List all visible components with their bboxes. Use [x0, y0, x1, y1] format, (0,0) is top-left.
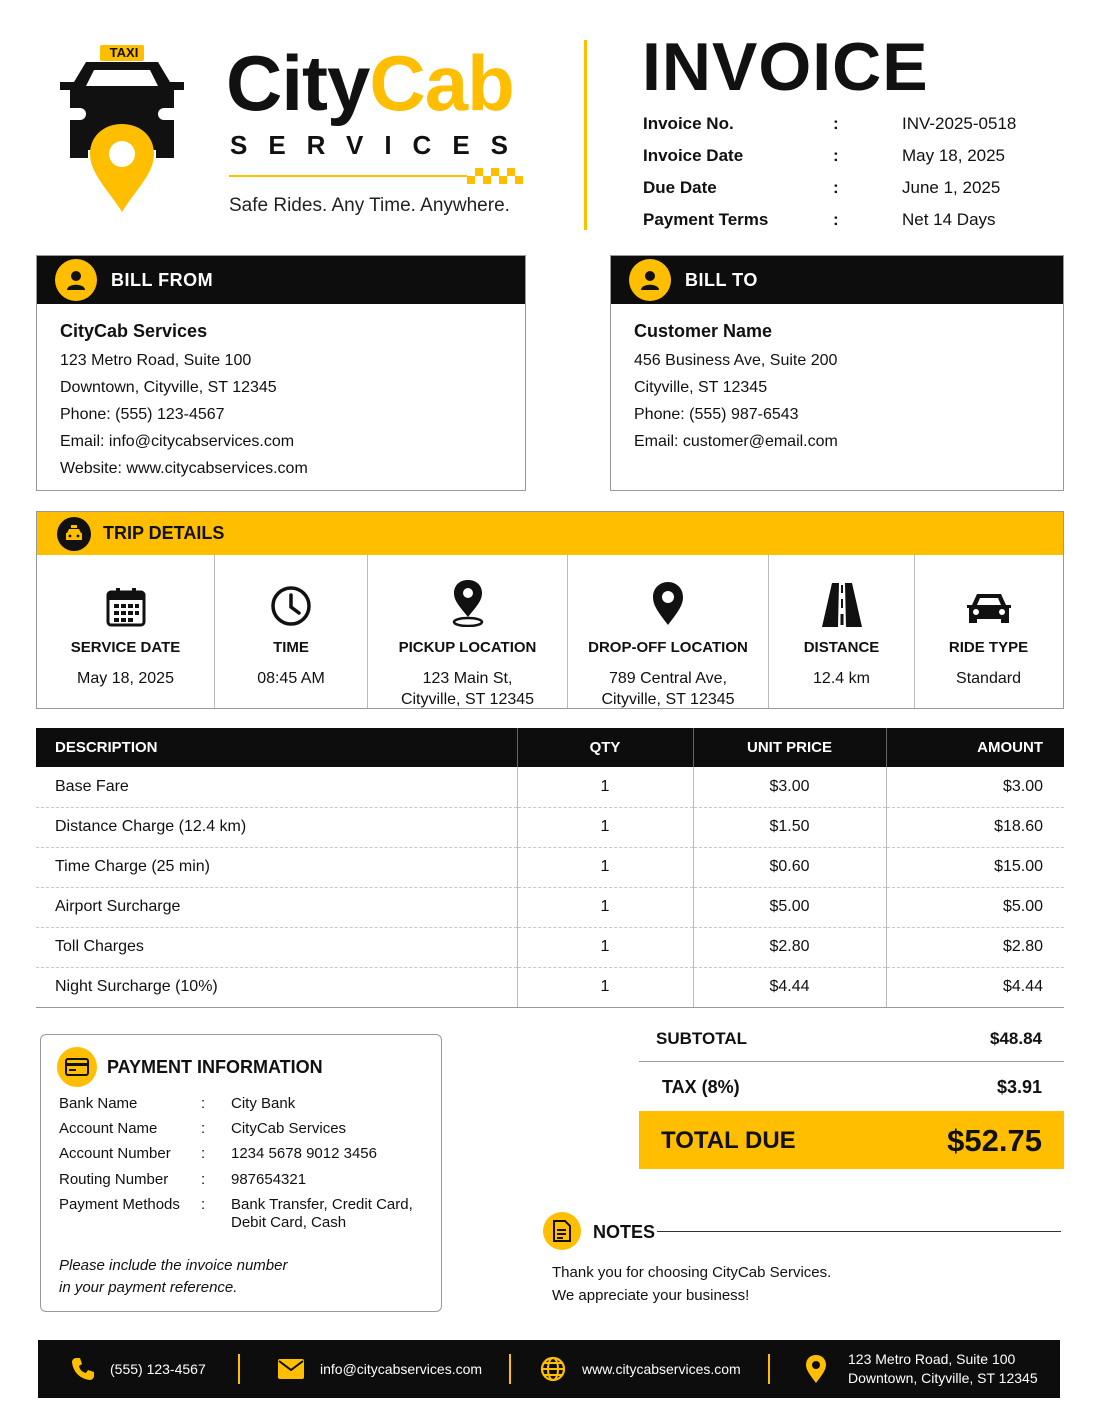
checker-pattern	[467, 168, 524, 189]
meta-value: May 18, 2025	[902, 146, 1006, 165]
trip-cell-ride-type	[915, 555, 1062, 708]
mail-icon	[278, 1359, 304, 1379]
cell-qty: 1	[517, 887, 693, 927]
trip-cell-value-line: 789 Central Ave,	[608, 670, 727, 687]
credit-card-icon	[57, 1047, 97, 1087]
payment-note	[59, 1255, 287, 1299]
tax-row	[639, 1062, 1064, 1111]
payment-sep: :	[201, 1120, 206, 1137]
footer-address-line: 123 Metro Road, Suite 100	[848, 1351, 1016, 1367]
footer-separator	[509, 1354, 511, 1384]
payment-value: CityCab Services	[231, 1120, 347, 1137]
cell-unit-price: $1.50	[693, 807, 886, 847]
taxi-icon	[57, 517, 91, 551]
bill-to-line: Phone: (555) 987-6543	[634, 406, 799, 423]
meta-sep: :	[833, 178, 839, 197]
cell-unit-price: $0.60	[693, 847, 886, 887]
pickup-pin-icon	[450, 579, 486, 627]
cell-description: Base Fare	[36, 767, 517, 807]
bill-to-line: Cityville, ST 12345	[634, 379, 768, 396]
table-row	[36, 927, 1064, 967]
subtotal-row	[639, 1016, 1064, 1062]
payment-sep: :	[201, 1196, 206, 1213]
footer-email-text: info@citycabservices.com	[320, 1361, 483, 1377]
cell-description: Toll Charges	[36, 927, 517, 967]
phone-icon	[70, 1356, 96, 1382]
footer-phone	[70, 1340, 206, 1398]
calendar-icon	[106, 587, 146, 627]
trip-cell-value: May 18, 2025	[77, 670, 174, 687]
meta-value: Net 14 Days	[902, 210, 996, 229]
cell-description: Time Charge (25 min)	[36, 847, 517, 887]
col-header-unit-price: UNIT PRICE	[693, 728, 886, 767]
footer-address-text	[848, 1350, 1038, 1388]
cell-description: Distance Charge (12.4 km)	[36, 807, 517, 847]
payment-value-line: Debit Card, Cash	[231, 1214, 347, 1231]
header-divider	[584, 40, 587, 230]
trip-details-box	[36, 511, 1064, 709]
col-header-description: DESCRIPTION	[36, 728, 517, 767]
payment-label: Routing Number	[59, 1171, 169, 1188]
meta-sep: :	[833, 210, 839, 229]
bill-to-line: Email: customer@email.com	[634, 433, 838, 450]
meta-label: Invoice Date	[643, 146, 744, 165]
trip-cell-time	[215, 555, 368, 708]
payment-label: Account Name	[59, 1120, 158, 1137]
notes-rule	[657, 1231, 1061, 1232]
meta-value: INV-2025-0518	[902, 114, 1017, 133]
invoice-meta-row	[643, 146, 1063, 170]
user-icon	[55, 259, 97, 301]
brand-name	[226, 39, 514, 127]
bill-to-box	[610, 255, 1064, 491]
bill-to-body	[611, 304, 1063, 455]
cell-qty: 1	[517, 927, 693, 967]
trip-details-label: TRIP DETAILS	[103, 523, 225, 543]
table-row	[36, 767, 1064, 807]
trip-cell-dropoff	[568, 555, 769, 708]
trip-cell-value-line: 123 Main St,	[422, 670, 513, 687]
bill-to-label: BILL TO	[685, 269, 758, 290]
table-row	[36, 807, 1064, 847]
bill-from-line: Downtown, Cityville, ST 12345	[60, 379, 277, 396]
footer-separator	[238, 1354, 240, 1384]
trip-cell-title: DROP-OFF LOCATION	[588, 639, 748, 656]
brand-underline	[229, 175, 467, 177]
bill-to-header	[611, 256, 1063, 304]
payment-info-title: PAYMENT INFORMATION	[107, 1057, 323, 1077]
footer-separator	[768, 1354, 770, 1384]
clock-icon	[270, 585, 312, 627]
payment-value	[231, 1196, 431, 1232]
dropoff-pin-icon	[651, 581, 685, 627]
total-due-value: $52.75	[947, 1123, 1042, 1158]
bill-from-label: BILL FROM	[111, 269, 214, 290]
cell-qty: 1	[517, 767, 693, 807]
line-items-table	[36, 728, 1064, 1008]
footer-address-line: Downtown, Cityville, ST 12345	[848, 1370, 1038, 1386]
road-icon	[822, 583, 862, 627]
payment-note-line: in your payment reference.	[59, 1279, 238, 1296]
trip-cell-title: DISTANCE	[803, 639, 880, 656]
payment-note-line: Please include the invoice number	[59, 1257, 288, 1274]
payment-value: 987654321	[231, 1171, 307, 1188]
cell-amount: $15.00	[886, 847, 1064, 887]
bill-to-line: 456 Business Ave, Suite 200	[634, 352, 838, 369]
car-icon	[964, 591, 1014, 627]
tagline: Safe Rides. Any Time. Anywhere.	[229, 195, 510, 216]
brand-name-part2: Cab	[369, 39, 514, 127]
trip-cells	[37, 555, 1063, 708]
trip-cell-title: PICKUP LOCATION	[398, 639, 537, 656]
footer-phone-text: (555) 123-4567	[110, 1361, 206, 1377]
cell-amount: $18.60	[886, 807, 1064, 847]
footer-website	[540, 1340, 741, 1398]
globe-icon	[540, 1356, 566, 1382]
payment-info-box	[40, 1034, 442, 1312]
payment-value-line: Bank Transfer, Credit Card,	[231, 1196, 413, 1213]
notes-label: NOTES	[593, 1222, 656, 1242]
meta-label: Due Date	[643, 178, 717, 197]
trip-cell-distance	[769, 555, 915, 708]
taxi-sign-text: TAXI	[109, 45, 139, 60]
cell-unit-price: $2.80	[693, 927, 886, 967]
cell-amount: $3.00	[886, 767, 1064, 807]
brand-subtitle: SERVICES	[230, 130, 530, 160]
tax-label: TAX (8%)	[662, 1077, 740, 1097]
trip-cell-title: SERVICE DATE	[70, 639, 181, 656]
meta-sep: :	[833, 114, 839, 133]
trip-cell-title: TIME	[273, 639, 309, 656]
trip-cell-pickup	[368, 555, 568, 708]
meta-label: Invoice No.	[643, 114, 734, 133]
bill-to-name: Customer Name	[634, 321, 773, 341]
tax-value: $3.91	[996, 1077, 1042, 1097]
trip-cell-value: Standard	[956, 670, 1021, 687]
footer	[38, 1340, 1060, 1398]
payment-label: Payment Methods	[59, 1196, 180, 1213]
total-due-label: TOTAL DUE	[661, 1127, 796, 1154]
payment-sep: :	[201, 1171, 206, 1188]
cell-unit-price: $3.00	[693, 767, 886, 807]
logo	[52, 42, 192, 217]
cell-amount: $4.44	[886, 967, 1064, 1007]
bill-from-box	[36, 255, 526, 491]
trip-cell-value: 08:45 AM	[257, 670, 325, 687]
taxi-car-pin-icon	[52, 42, 192, 217]
cell-unit-price: $5.00	[693, 887, 886, 927]
cell-amount: $5.00	[886, 887, 1064, 927]
meta-value: June 1, 2025	[902, 178, 1001, 197]
meta-label: Payment Terms	[643, 210, 769, 229]
notes-line: Thank you for choosing CityCab Services.	[552, 1264, 832, 1281]
bill-from-body	[37, 304, 525, 482]
payment-value: 1234 5678 9012 3456	[231, 1145, 377, 1162]
meta-sep: :	[833, 146, 839, 165]
cell-description: Night Surcharge (10%)	[36, 967, 517, 1007]
payment-sep: :	[201, 1095, 206, 1112]
payment-label: Account Number	[59, 1145, 171, 1162]
cell-qty: 1	[517, 967, 693, 1007]
notes-text	[552, 1261, 831, 1307]
trip-cell-value: 12.4 km	[813, 670, 870, 687]
bill-from-line: Phone: (555) 123-4567	[60, 406, 225, 423]
payment-label: Bank Name	[59, 1095, 138, 1112]
invoice-meta-row	[643, 210, 1063, 234]
cell-description: Airport Surcharge	[36, 887, 517, 927]
footer-website-text: www.citycabservices.com	[582, 1361, 741, 1377]
trip-details-header	[37, 512, 1063, 555]
cell-qty: 1	[517, 847, 693, 887]
invoice-title: INVOICE	[642, 29, 929, 105]
cell-amount: $2.80	[886, 927, 1064, 967]
brand-name-part1: City	[226, 39, 370, 127]
payment-value: City Bank	[231, 1095, 296, 1112]
trip-cell-value-line: Cityville, ST 12345	[400, 691, 535, 708]
table-row	[36, 847, 1064, 887]
bill-from-line: 123 Metro Road, Suite 100	[60, 352, 252, 369]
subtotal-label: SUBTOTAL	[656, 1029, 747, 1048]
trip-cell-title: RIDE TYPE	[948, 639, 1029, 656]
notes-icon	[543, 1212, 581, 1250]
location-pin-icon	[804, 1354, 828, 1384]
trip-cell-value	[368, 668, 567, 710]
trip-cell-service-date	[37, 555, 215, 708]
bill-from-header	[37, 256, 525, 304]
table-row	[36, 967, 1064, 1007]
footer-email	[278, 1340, 482, 1398]
bill-from-name: CityCab Services	[60, 321, 208, 341]
table-row	[36, 887, 1064, 927]
cell-unit-price: $4.44	[693, 967, 886, 1007]
subtotal-value: $48.84	[990, 1029, 1042, 1048]
table-header-row	[36, 728, 1064, 767]
payment-sep: :	[201, 1145, 206, 1162]
invoice-meta-row	[643, 114, 1063, 138]
user-icon	[629, 259, 671, 301]
footer-address	[804, 1340, 1038, 1398]
notes-line: We appreciate your business!	[552, 1287, 750, 1304]
bill-from-line: Email: info@citycabservices.com	[60, 433, 295, 450]
total-due-row	[639, 1111, 1064, 1169]
col-header-qty: QTY	[517, 728, 693, 767]
cell-qty: 1	[517, 807, 693, 847]
bill-from-line: Website: www.citycabservices.com	[60, 460, 308, 477]
col-header-amount: AMOUNT	[886, 728, 1064, 767]
trip-cell-value-line: Cityville, ST 12345	[601, 691, 735, 708]
invoice-meta-row	[643, 178, 1063, 202]
trip-cell-value	[568, 668, 768, 710]
